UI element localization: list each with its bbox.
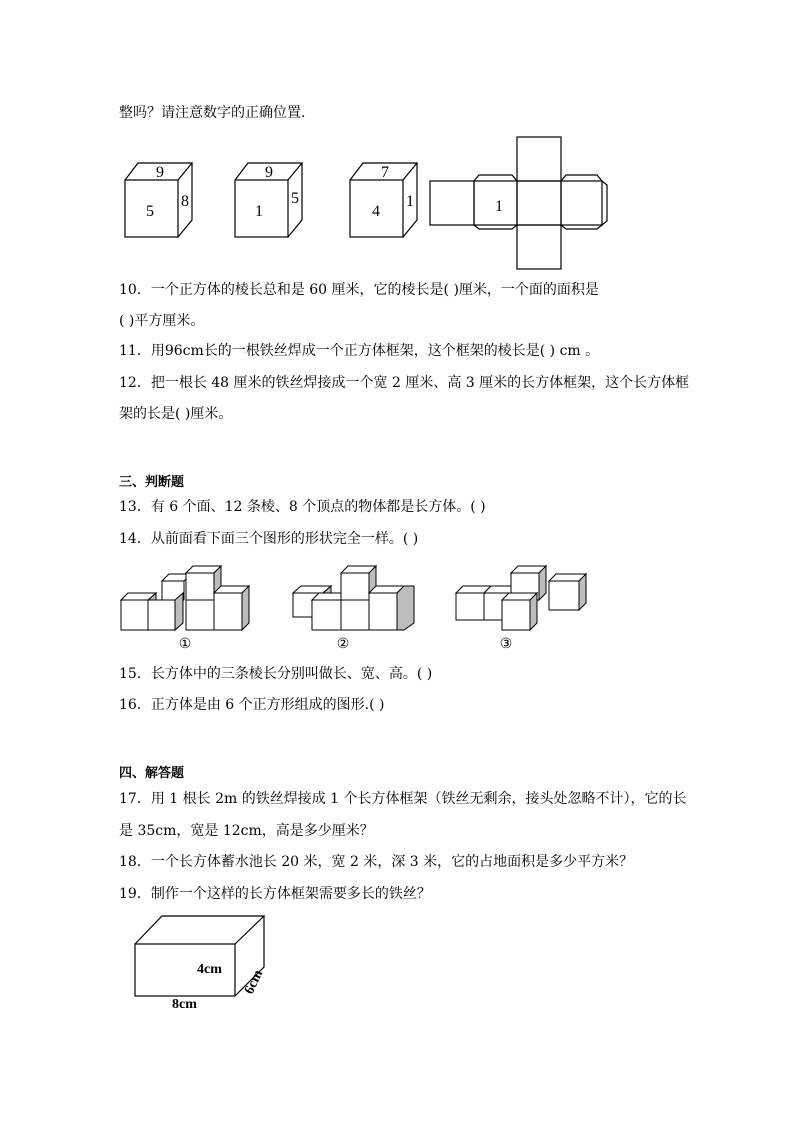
figure-2-label: ②	[336, 637, 350, 652]
cuboid-height-label: 4cm	[197, 962, 222, 977]
question-17-line-1: 17．用 1 根长 2m 的铁丝焊接成 1 个长方体框架（铁丝无剩余，接头处忽略不计），它的长	[119, 791, 687, 807]
figure-2	[293, 566, 414, 630]
section-heading-judgement: 三、判断题	[119, 475, 185, 490]
question-10-line-1: 10．一个正方体的棱长总和是 60 厘米，它的棱长是( )厘米，一个面的面积是	[119, 282, 599, 298]
figure-1	[121, 566, 249, 630]
question-17-line-2: 是 35cm，宽是 12cm，高是多少厘米？	[119, 823, 374, 839]
figure-1-label: ①	[178, 637, 192, 652]
question-12-line-2: 架的长是( )厘米。	[119, 406, 233, 422]
section-heading-answers: 四、解答题	[119, 766, 185, 781]
question-10-line-2: ( )平方厘米。	[119, 313, 205, 329]
question-15: 15．长方体中的三条棱长分别叫做长、宽、高。( )	[119, 666, 433, 682]
intro-text-line: 整吗？请注意数字的正确位置.	[119, 105, 306, 121]
die-3-front-number: 4	[372, 203, 380, 220]
die-2-side-number: 5	[291, 190, 299, 207]
die-1-side-number: 8	[181, 193, 189, 210]
die-3-side-number: 1	[406, 193, 414, 210]
question-18: 18．一个长方体蓄水池长 20 米，宽 2 米，深 3 米，它的占地面积是多少平方米？	[119, 854, 634, 870]
figure-3-label: ③	[499, 637, 513, 652]
die-1-top-number: 9	[156, 164, 164, 181]
net-face-number: 1	[495, 198, 503, 215]
die-2-front-number: 1	[255, 203, 263, 220]
cube-net	[430, 137, 607, 269]
question-19: 19．制作一个这样的长方体框架需要多长的铁丝？	[119, 886, 431, 902]
question-16: 16．正方体是由 6 个正方形组成的图形.( )	[119, 697, 385, 713]
question-11: 11．用96cm长的一根铁丝焊成一个正方体框架，这个框架的棱长是( ) cm 。	[119, 343, 600, 359]
cuboid-width-label: 6cm	[242, 967, 267, 997]
cuboid-figure	[0, 905, 794, 1015]
question-14: 14．从前面看下面三个图形的形状完全一样。( )	[119, 531, 419, 547]
cuboid-length-label: 8cm	[172, 997, 197, 1012]
question-12-line-1: 12．把一根长 48 厘米的铁丝焊接成一个宽 2 厘米、高 3 厘米的长方体框架，这个长方体框	[119, 375, 690, 391]
die-2-top-number: 9	[265, 164, 273, 181]
figure-3	[456, 566, 586, 630]
die-1-front-number: 5	[146, 203, 154, 220]
question-13: 13．有 6 个面、12 条棱、8 个顶点的物体都是长方体。( )	[119, 499, 486, 515]
die-3-top-number: 7	[381, 164, 389, 181]
cube-arrangements	[0, 553, 794, 663]
dice-figures	[0, 130, 794, 270]
